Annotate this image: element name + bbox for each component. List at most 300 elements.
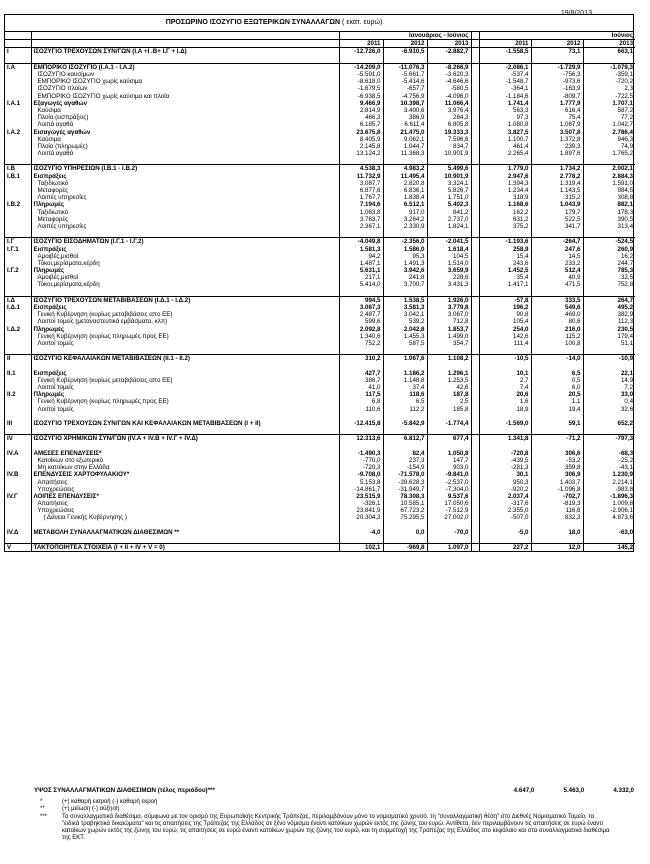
table-row	[5, 398, 635, 405]
cell-value: 917,0	[383, 209, 427, 216]
row-code: I.A.1	[5, 100, 31, 107]
row-label: Λοιπές υπηρεσίες	[37, 194, 87, 202]
cell-value: 11.732,9	[339, 173, 383, 180]
row-code	[5, 457, 31, 464]
row-code	[5, 507, 31, 514]
row-label: Ταξιδιωτικό	[37, 179, 69, 187]
year-header: 2011	[479, 40, 531, 48]
cell-value: 1.838,4	[383, 194, 427, 201]
cell-value: 2.042,8	[383, 326, 427, 333]
cell-value: 1.741,4	[479, 100, 531, 107]
cell-value: 1.067,6	[383, 355, 427, 363]
cell-value: 318,9	[479, 194, 531, 201]
row-code	[5, 311, 31, 318]
cell-value	[339, 157, 383, 165]
cell-value: 1.487,1	[339, 260, 383, 267]
cell-gap	[471, 107, 479, 114]
cell-value: 35,4	[479, 274, 531, 281]
cell-value: 466,3	[339, 114, 383, 121]
cell-value: -507,0	[479, 514, 531, 521]
table-row	[5, 157, 635, 165]
cell-value	[583, 157, 635, 165]
table-row	[5, 514, 635, 521]
cell-value: 12.313,6	[339, 435, 383, 443]
cell-value: 1.491,3	[383, 260, 427, 267]
table-row	[5, 340, 635, 347]
row-label	[31, 413, 339, 420]
row-code: I.A.2	[5, 128, 31, 135]
cell-value	[531, 522, 583, 529]
cell-value: 19,4	[531, 406, 583, 413]
cell-value: 243,6	[479, 260, 531, 267]
cell-value: 1.296,1	[427, 370, 471, 377]
cell-value: -5,0	[479, 529, 531, 536]
cell-value: -12.415,8	[339, 420, 383, 427]
table-row	[5, 435, 635, 443]
header-years	[5, 40, 635, 48]
cell-value: 386,9	[383, 114, 427, 121]
cell-value: 233,2	[531, 260, 583, 267]
table-row	[5, 260, 635, 267]
cell-value: 1.044,7	[383, 143, 427, 150]
cell-value	[583, 230, 635, 238]
cell-value: -2.906,1	[583, 507, 635, 514]
row-code	[5, 107, 31, 114]
row-code	[5, 514, 31, 521]
cell-value: 1.514,0	[427, 260, 471, 267]
table-row	[5, 355, 635, 363]
footnote-mark: **	[40, 806, 45, 813]
cell-value: 313,4	[583, 223, 635, 230]
row-code	[5, 230, 31, 238]
cell-gap	[471, 443, 479, 450]
cell-value: 1.824,1	[427, 223, 471, 230]
cell-gap	[471, 78, 479, 85]
row-code	[5, 209, 31, 216]
cell-value: -973,6	[531, 78, 583, 85]
footnote	[40, 806, 610, 813]
table-row	[5, 304, 635, 311]
cell-value: -969,8	[383, 544, 427, 552]
cell-value: 21.475,0	[383, 128, 427, 135]
row-label	[31, 536, 339, 544]
cell-value: 341,7	[531, 223, 583, 230]
cell-value: 7,4	[479, 384, 531, 391]
row-code	[5, 318, 31, 325]
cell-value	[479, 157, 531, 165]
row-label	[31, 362, 339, 369]
row-code: IV.B	[5, 471, 31, 478]
cell-value: 6.185,7	[339, 121, 383, 128]
row-label: Λοιπά αγαθά	[37, 150, 74, 158]
cell-value	[427, 56, 471, 64]
cell-value	[339, 522, 383, 529]
row-code: I.Γ.1	[5, 245, 31, 252]
cell-value: 616,4	[531, 107, 583, 114]
cell-value: 2.092,8	[339, 326, 383, 333]
cell-value: 12,0	[531, 544, 583, 552]
cell-value: 832,3	[531, 514, 583, 521]
row-code	[5, 114, 31, 121]
cell-gap	[471, 471, 479, 478]
cell-value: 2.214,1	[583, 478, 635, 485]
table-row	[5, 93, 635, 100]
cell-value: -1.193,6	[479, 238, 531, 246]
cell-value: 4.983,2	[383, 165, 427, 173]
row-code	[5, 223, 31, 230]
cell-value: 1.452,5	[479, 267, 531, 274]
cell-value: 260,9	[583, 245, 635, 252]
cell-value: 5.414,0	[339, 281, 383, 288]
cell-value: 20.304,3	[339, 514, 383, 521]
row-code: I.B.1	[5, 173, 31, 180]
cell-value	[383, 56, 427, 64]
cell-value: 1.403,7	[531, 478, 583, 485]
cell-gap	[471, 370, 479, 377]
cell-value: 3.087,7	[339, 180, 383, 187]
row-label: Καύσιμα	[37, 135, 61, 143]
cell-value: 187,8	[427, 391, 471, 398]
cell-value: -983,8	[583, 486, 635, 493]
cell-value: -1.079,3	[583, 63, 635, 71]
table-row	[5, 136, 635, 143]
cell-value: 5.631,1	[339, 267, 383, 274]
cell-value: 984,5	[583, 187, 635, 194]
cell-value: 0,5	[531, 377, 583, 384]
row-label: ΕΠΕΝΔΥΣΕΙΣ ΧΑΡΤΟΦΥΛΑΚΙΟΥ*	[33, 471, 130, 479]
cell-value: 1.767,7	[339, 194, 383, 201]
table-row	[5, 362, 635, 369]
cell-gap	[471, 114, 479, 121]
cell-gap	[471, 355, 479, 363]
cell-value: 3.763,7	[339, 216, 383, 223]
cell-gap	[471, 150, 479, 157]
cell-value: 6.836,1	[383, 187, 427, 194]
row-code: I.B.2	[5, 201, 31, 208]
table-row	[5, 377, 635, 384]
row-code: IV	[5, 435, 31, 443]
cell-gap	[471, 63, 479, 71]
cell-value: 1.009,8	[583, 500, 635, 507]
cell-value	[479, 522, 531, 529]
cell-value: 306,9	[531, 471, 583, 478]
cell-gap	[471, 333, 479, 340]
row-label: Λοιπά αγαθά	[37, 121, 74, 129]
cell-gap	[471, 457, 479, 464]
cell-value: 522,5	[531, 216, 583, 223]
cell-value: -1.774,4	[427, 420, 471, 427]
cell-value: 3.507,8	[531, 128, 583, 135]
cell-value: 663,1	[583, 48, 635, 56]
table-row	[5, 194, 635, 201]
cell-value: 359,8	[531, 464, 583, 471]
cell-value: 23.675,8	[339, 128, 383, 135]
row-label: Λοιπές υπηρεσίες	[37, 222, 87, 230]
period-header: Ιούνιος	[479, 32, 635, 40]
cell-value: -1.896,3	[583, 493, 635, 500]
row-code: V	[5, 544, 31, 552]
cell-gap	[471, 450, 479, 457]
cell-value: 461,4	[479, 143, 531, 150]
cell-value: -6.910,5	[383, 48, 427, 56]
row-label: Ταξιδιωτικό	[37, 208, 69, 216]
cell-value: 237,3	[383, 457, 427, 464]
cell-value: 10.901,9	[427, 150, 471, 157]
row-code: IV.Δ	[5, 529, 31, 536]
cell-value: 284,3	[427, 114, 471, 121]
cell-value: 1.230,9	[583, 471, 635, 478]
cell-value: 2.037,4	[479, 493, 531, 500]
cell-value: 1.340,6	[339, 333, 383, 340]
table-row	[5, 536, 635, 544]
table-row	[5, 486, 635, 493]
cell-value: 1.319,4	[531, 180, 583, 187]
cell-value: -317,6	[479, 500, 531, 507]
cell-value: -439,5	[479, 457, 531, 464]
cell-value: -720,3	[339, 464, 383, 471]
cell-gap	[471, 121, 479, 128]
row-label: ΕΜΠΟΡΙΚΟ ΙΣΟΖΥΓΙΟ (Ι.Α.1 - Ι.Α.2)	[31, 63, 339, 71]
row-label	[31, 157, 339, 165]
cell-value: -4.049,8	[339, 238, 383, 246]
cell-value: 950,3	[479, 478, 531, 485]
cell-value: 1.108,2	[427, 355, 471, 363]
cell-value: 4.538,3	[339, 165, 383, 173]
cell-value: -2.086,1	[479, 63, 531, 71]
table-row	[5, 274, 635, 281]
cell-value: 10.901,9	[427, 173, 471, 180]
cell-value: -14.209,0	[339, 63, 383, 71]
row-label: Τόκοι,μερίσματα,κέρδη	[37, 281, 100, 289]
cell-value: -163,9	[531, 85, 583, 92]
cell-value: 77,2	[583, 114, 635, 121]
year-header: 2013	[427, 40, 471, 48]
cell-value: -71,2	[531, 435, 583, 443]
table-row	[5, 370, 635, 377]
row-label: ΑΜΕΣΕΣ ΕΠΕΝΔΥΣΕΙΣ*	[33, 449, 102, 457]
cell-gap	[471, 311, 479, 318]
reserves-value: 5.463,0	[563, 787, 585, 794]
cell-gap	[471, 48, 479, 56]
cell-value: 90,8	[479, 311, 531, 318]
cell-value: 241,8	[383, 274, 427, 281]
data-table	[5, 32, 635, 551]
row-code	[5, 187, 31, 194]
row-code: I.Δ	[5, 296, 31, 304]
cell-value	[339, 362, 383, 369]
cell-gap	[471, 304, 479, 311]
cell-value: -819,3	[531, 500, 583, 507]
table-row	[5, 406, 635, 413]
row-code	[5, 274, 31, 281]
cell-value: -1.184,6	[479, 93, 531, 100]
cell-value: -326,1	[339, 500, 383, 507]
cell-gap	[471, 253, 479, 260]
cell-value	[339, 347, 383, 355]
row-label	[31, 443, 339, 450]
cell-value: 1.087,9	[531, 121, 583, 128]
cell-value: 1.853,7	[427, 326, 471, 333]
footnote-text: (+) μείωση (-) αύξηση	[62, 806, 120, 813]
cell-gap	[471, 128, 479, 135]
cell-value	[427, 347, 471, 355]
cell-value: -281,3	[479, 464, 531, 471]
cell-value: 115,2	[531, 333, 583, 340]
cell-value: 100,8	[531, 340, 583, 347]
cell-value: 1.143,5	[531, 187, 583, 194]
table-row	[5, 391, 635, 398]
cell-gap	[471, 326, 479, 333]
cell-value: -359,1	[583, 71, 635, 78]
row-label: Υποχρεώσεις	[37, 485, 75, 493]
cell-value: -524,5	[583, 238, 635, 246]
period-header: Ιανουάριος - Ιούνιος	[339, 32, 471, 40]
row-code	[5, 384, 31, 391]
cell-gap	[471, 362, 479, 369]
cell-value: 308,8	[583, 194, 635, 201]
cell-value: -6.938,5	[339, 93, 383, 100]
row-code	[5, 180, 31, 187]
cell-value: 1.100,7	[479, 136, 531, 143]
cell-value: 78.308,3	[383, 493, 427, 500]
cell-value: 1.050,8	[427, 450, 471, 457]
table-row	[5, 56, 635, 64]
cell-value: 3.700,7	[383, 281, 427, 288]
row-label: ΙΣΟΖΥΓΙΟ ΧΡΗΜ/ΚΩΝ ΣΥΝ/ΓΩΝ (IV.A + IV.B + IV.Γ + IV.Δ)	[31, 435, 339, 443]
cell-value	[339, 56, 383, 64]
cell-value: 9.466,9	[339, 100, 383, 107]
cell-value	[383, 347, 427, 355]
row-code	[5, 377, 31, 384]
cell-value	[339, 230, 383, 238]
row-label: ΙΣΟΖΥΓΙΟ ΤΡΕΧΟΥΣΩΝ ΣΥΝ/ΓΩΝ ΚΑΙ ΚΕΦΑΛΑΙΑΚΩΝ ΜΕΤΑΒΙΒΑΣΕΩΝ (Ι + ΙΙ)	[33, 420, 261, 428]
cell-gap	[471, 296, 479, 304]
cell-value: 196,2	[479, 304, 531, 311]
cell-value: 1.618,4	[427, 245, 471, 252]
row-label: Λοιποί τομείς	[37, 384, 74, 392]
cell-value: 512,4	[531, 267, 583, 274]
cell-value: -537,4	[479, 71, 531, 78]
table-row	[5, 529, 635, 536]
table-row	[5, 187, 635, 194]
cell-value: 469,0	[531, 311, 583, 318]
row-label: ΙΣΟΖΥΓΙΟ καυσίμων	[37, 71, 95, 79]
cell-value	[383, 443, 427, 450]
row-code	[5, 253, 31, 260]
row-label: ΛΟΙΠΕΣ ΕΠΕΝΔΥΣΕΙΣ*	[33, 492, 99, 500]
cell-gap	[471, 289, 479, 297]
cell-value: -10,9	[583, 355, 635, 363]
row-code	[5, 85, 31, 92]
cell-gap	[471, 100, 479, 107]
row-code	[5, 413, 31, 420]
cell-value: -68,3	[583, 450, 635, 457]
cell-value: 14,9	[583, 377, 635, 384]
cell-gap	[471, 216, 479, 223]
cell-value	[427, 362, 471, 369]
row-code: II.1	[5, 370, 31, 377]
cell-value: 310,2	[339, 355, 383, 363]
cell-value: 1,1	[531, 398, 583, 405]
cell-value: 5.153,8	[339, 478, 383, 485]
cell-gap	[471, 384, 479, 391]
cell-value: 1.341,8	[479, 435, 531, 443]
table-row	[5, 384, 635, 391]
row-label	[31, 522, 339, 529]
cell-value: 3.324,1	[427, 180, 471, 187]
cell-value: 5.499,6	[427, 165, 471, 173]
row-label: Γενική Κυβέρνηση (κυρίως μεταβιβάσεις απο ΕΕ)	[37, 376, 173, 384]
cell-gap	[471, 85, 479, 92]
cell-gap	[471, 464, 479, 471]
row-code	[5, 71, 31, 78]
cell-value: -722,5	[583, 93, 635, 100]
cell-value	[583, 56, 635, 64]
cell-value: -7.304,0	[427, 486, 471, 493]
cell-value	[383, 522, 427, 529]
table-row	[5, 493, 635, 500]
row-label: Λοιποί τομείς	[37, 405, 74, 413]
row-label: ΙΣΟΖΥΓΙΟ ΤΡΕΧΟΥΣΩΝ ΣΥΝ/ΓΩΝ (Ι.Α +Ι .Β+ Ι.Γ + Ι.Δ)	[33, 48, 187, 56]
cell-value	[531, 362, 583, 369]
cell-gap	[471, 493, 479, 500]
cell-value: 1.063,8	[339, 209, 383, 216]
row-code	[5, 93, 31, 100]
row-code	[5, 136, 31, 143]
title-unit: ( εκατ. ευρώ)	[342, 19, 383, 26]
cell-value: -63,0	[583, 529, 635, 536]
cell-value: -25,2	[583, 457, 635, 464]
row-label: Αμοιβές,μισθοί	[37, 274, 79, 282]
footnote-mark: *	[40, 799, 43, 805]
row-label: Μεταφορές	[37, 187, 69, 195]
cell-value: -5.591,0	[339, 71, 383, 78]
row-label: ΙΣΟΖΥΓΙΟ ΚΕΦΑΛΑΙΑΚΩΝ ΜΕΤΑΒΙΒΑΣΕΩΝ (ΙΙ.1 - ΙΙ.2)	[31, 355, 339, 363]
table-row	[5, 209, 635, 216]
cell-gap	[471, 536, 479, 544]
cell-value: 471,5	[531, 281, 583, 288]
cell-value	[531, 443, 583, 450]
cell-value: 3.827,5	[479, 128, 531, 135]
row-code	[5, 78, 31, 85]
cell-value: 75.295,5	[383, 514, 427, 521]
cell-value: -31.949,7	[383, 486, 427, 493]
cell-value: 1.586,0	[383, 245, 427, 252]
cell-value: 1.779,0	[479, 165, 531, 173]
row-label	[31, 289, 339, 297]
row-code	[5, 56, 31, 64]
cell-value: 2.355,0	[479, 507, 531, 514]
row-code	[5, 194, 31, 201]
cell-value: 112,2	[383, 406, 427, 413]
row-label: Καύσιμα	[37, 106, 61, 114]
table-row	[5, 48, 635, 56]
row-label: Εισπράξεις	[33, 172, 67, 180]
cell-value: 30,1	[479, 471, 531, 478]
table-row	[5, 500, 635, 507]
cell-value: 74,9	[583, 143, 635, 150]
table-row	[5, 478, 635, 485]
row-code: I.Γ.2	[5, 267, 31, 274]
cell-gap	[471, 514, 479, 521]
cell-value	[479, 413, 531, 420]
cell-value: 2.487,7	[339, 311, 383, 318]
cell-value	[531, 536, 583, 544]
row-code: I.Δ.1	[5, 304, 31, 311]
cell-gap	[471, 398, 479, 405]
row-label	[31, 230, 339, 238]
cell-gap	[471, 245, 479, 252]
